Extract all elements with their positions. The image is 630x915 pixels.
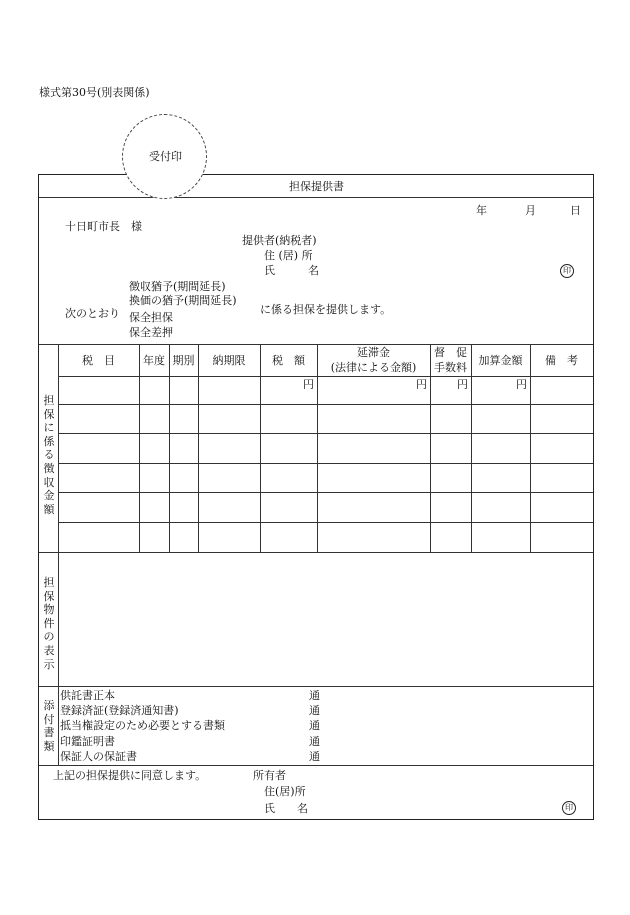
divider [39,344,593,345]
owner-label: 所有者 [253,769,286,782]
provider-name-label: 氏 名 [264,264,319,277]
header-late-fee-note: (法律による金額) [330,361,417,374]
attachment-unit: 通 [309,719,320,732]
owner-name-label: 氏 名 [264,802,308,815]
seal-mark: 印 [562,801,576,815]
receipt-stamp-circle [122,114,207,199]
unit-yen: 円 [416,378,427,391]
intro-option: 保全担保 [129,311,173,324]
amount-section-label: 担保に係る徴収金額 [43,394,55,516]
header-demand-fee: 手数料 [434,361,467,374]
attachment-item: 供託書正本 [60,689,115,702]
security-provision-form [38,174,594,820]
divider [169,344,170,552]
header-due-date: 納期限 [212,354,246,367]
attachment-item: 保証人の保証書 [60,750,137,763]
intro-option: 徴収猶予(期間延長) [129,280,226,293]
header-tax-item: 税 目 [82,354,115,367]
divider [39,686,593,687]
header-remarks: 備 考 [545,354,578,367]
unit-yen: 円 [516,378,527,391]
divider [139,344,140,552]
attachment-unit: 通 [309,735,320,748]
provider-address-label: 住 (居) 所 [264,249,313,262]
attachments-label: 添付書類 [43,699,55,753]
divider [58,344,59,765]
attachment-item: 登録済証(登録済通知書) [60,704,179,717]
divider [39,552,593,553]
property-section-label: 担保物件の表示 [43,576,55,671]
divider [471,344,472,552]
attachment-item: 抵当権設定のため必要とする書類 [60,719,225,732]
divider [39,765,593,766]
form-title: 担保提供書 [289,180,344,193]
attachment-unit: 通 [309,689,320,702]
attachment-item: 印鑑証明書 [60,735,115,748]
divider [430,344,431,552]
owner-address-label: 住(居)所 [264,785,306,798]
form-number: 様式第30号(別表関係) [39,86,150,99]
unit-yen: 円 [457,378,468,391]
unit-yen: 円 [303,378,314,391]
attachment-unit: 通 [309,750,320,763]
consent-text: 上記の担保提供に同意します。 [53,769,207,782]
addressee: 十日町市長 様 [65,220,142,233]
header-demand: 督 促 [434,346,467,359]
date-year: 年 [476,204,487,217]
divider [530,344,531,552]
divider [39,197,593,198]
header-year: 年度 [143,354,165,367]
divider [198,344,199,552]
provider-label: 提供者(納税者) [242,234,317,247]
date-month: 月 [525,204,536,217]
date-day: 日 [570,204,581,217]
intro-option: 保全差押 [129,326,173,339]
header-additional-amount: 加算金額 [478,354,523,367]
divider [260,344,261,552]
seal-mark: 印 [560,264,574,278]
divider [317,344,318,552]
receipt-stamp-label: 受付印 [149,150,182,163]
intro-option: 換価の猶予(期間延長) [129,294,237,307]
intro-prefix: 次のとおり [65,307,120,320]
intro-suffix: に係る担保を提供します。 [260,303,392,316]
attachment-unit: 通 [309,704,320,717]
header-late-fee: 延滞金 [357,346,390,359]
header-period: 期別 [172,354,195,367]
header-tax-amount: 税 額 [272,354,305,367]
